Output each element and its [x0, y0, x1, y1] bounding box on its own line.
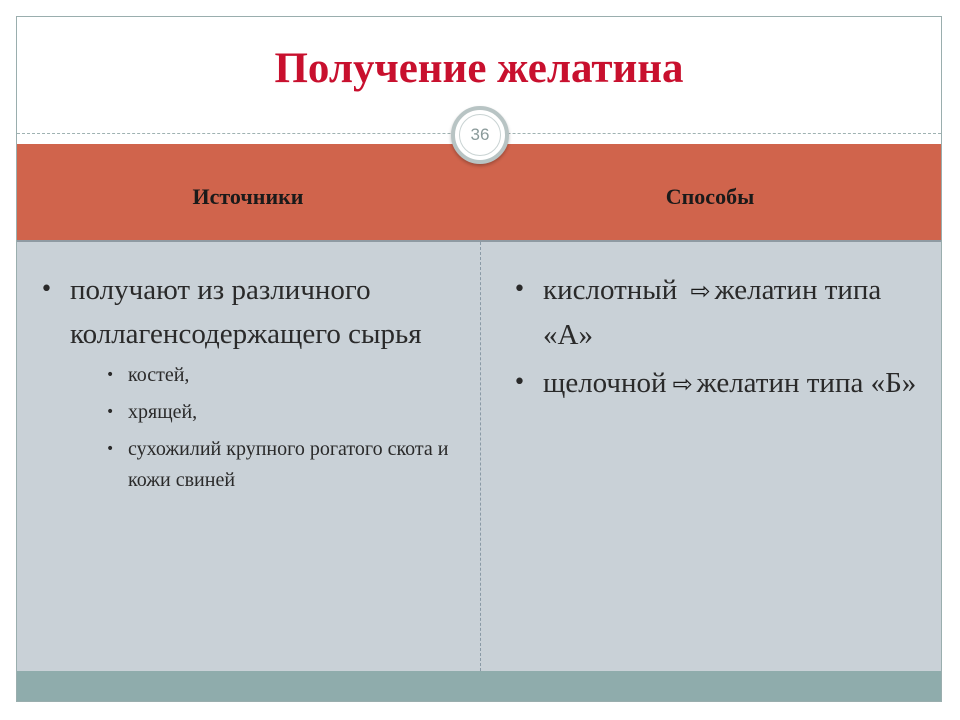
header-methods: Способы	[665, 184, 755, 209]
page-number: 36	[459, 114, 501, 156]
method-result: желатин типа «А»	[543, 274, 882, 351]
method-name: кислотный	[543, 274, 685, 306]
sub-item-text: костей,	[128, 364, 190, 386]
list-item	[70, 397, 460, 428]
list-item	[40, 268, 460, 496]
list-item	[70, 434, 460, 496]
method-result: желатин типа «Б»	[696, 367, 917, 399]
page-number-badge	[451, 106, 509, 164]
sub-item-text: хрящей,	[128, 401, 198, 423]
list-item	[513, 361, 933, 406]
bullet-icon: •	[40, 277, 53, 302]
list-item	[513, 268, 933, 357]
bullet-icon: •	[513, 277, 526, 302]
column-divider	[480, 242, 481, 671]
slide-footer-band	[17, 671, 941, 701]
slide-title: Получение желатина	[274, 45, 684, 92]
arrow-right-icon: ⇨	[690, 277, 711, 305]
sources-main-text: получают из различного коллагенсодержащего сырья	[70, 274, 422, 350]
method-name: щелочной	[543, 367, 667, 399]
bullet-icon: •	[513, 370, 526, 395]
header-sources: Источники	[192, 184, 304, 209]
bullet-icon: •	[106, 441, 115, 457]
sources-list	[40, 268, 460, 502]
sub-item-text: сухожилий крупного рогатого скота и кожи свиней	[128, 438, 449, 491]
sources-sublist	[70, 360, 460, 496]
arrow-right-icon: ⇨	[672, 370, 693, 398]
list-item	[70, 360, 460, 391]
bullet-icon: •	[106, 404, 115, 420]
methods-list	[513, 268, 933, 410]
bullet-icon: •	[106, 367, 115, 383]
